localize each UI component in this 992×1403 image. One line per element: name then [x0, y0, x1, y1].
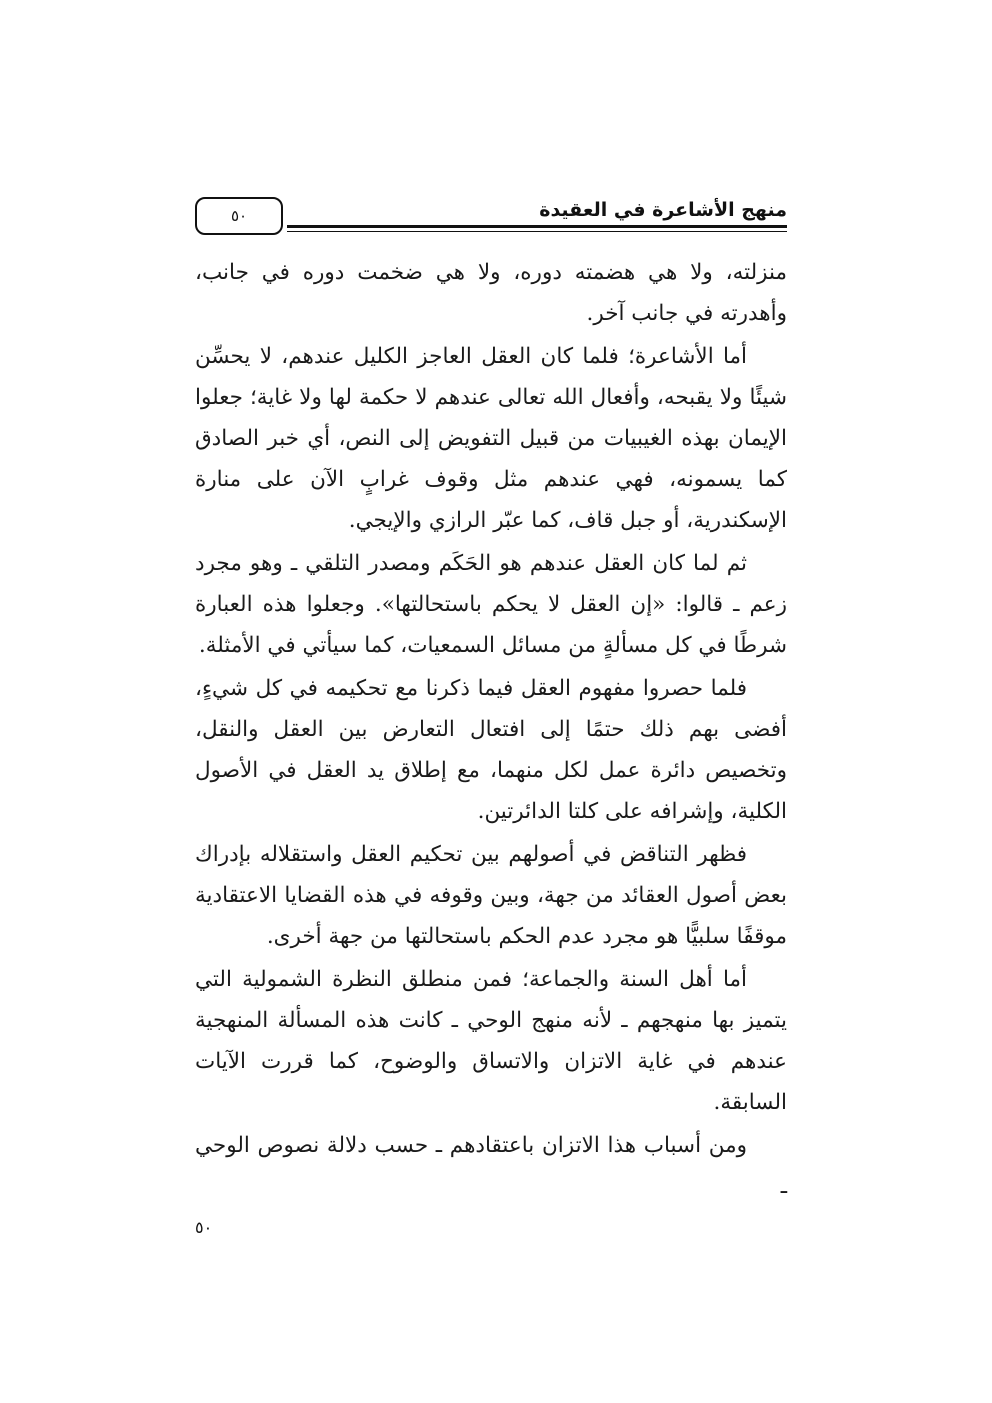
- page-header: [195, 195, 787, 241]
- header-rule-thin: [287, 231, 787, 232]
- paragraph: ثم لما كان العقل عندهم هو الحَكَم ومصدر التلقي ـ وهو مجرد زعم ـ قالوا: «إن العقل لا يحكم باستحالتها». وجعلوا هذه العبارة شرطًا في كل مسألةٍ من مسائل السمعيات، كما سيأتي في الأمثلة.: [195, 551, 787, 658]
- header-page-number: ٥٠: [195, 197, 283, 235]
- footer-page-number: ٥٠: [195, 1218, 213, 1237]
- paragraph: فظهر التناقض في أصولهم بين تحكيم العقل واستقلاله بإدراك بعض أصول العقائد من جهة، وبين وقوفه في هذه القضايا الاعتقادية موقفًا سلبيًّا هو مجرد عدم الحكم باستحالتها من جهة أخرى.: [195, 842, 787, 949]
- header-rule-thick: [287, 225, 787, 228]
- paragraph: أما أهل السنة والجماعة؛ فمن منطلق النظرة الشمولية التي يتميز بها منهجهم ـ لأنه منهج الوحي ـ كانت هذه المسألة المنهجية عندهم في غاية الاتزان والاتساق والوضوح، كما قررت الآيات السابقة.: [195, 967, 787, 1115]
- paragraph: فلما حصروا مفهوم العقل فيما ذكرنا مع تحكيمه في كل شيءٍ، أفضى بهم ذلك حتمًا إلى افتعال التعارض بين العقل والنقل، وتخصيص دائرة عمل لكل منهما، مع إطلاق يد العقل في الأصول الكلية، وإشرافه على كلتا الدائرتين.: [195, 676, 787, 824]
- running-title: منهج الأشاعرة في العقيدة: [539, 199, 787, 221]
- paragraph: أما الأشاعرة؛ فلما كان العقل العاجز الكليل عندهم، لا يحسِّن شيئًا ولا يقبحه، وأفعال الله تعالى عندهم لا حكمة لها ولا غاية؛ جعلوا الإيمان بهذه الغيبيات من قبيل التفويض إلى النص، أي خبر الصادق كما يسمونه، فهي عندهم مثل وقوف غرابٍ الآن على منارة الإسكندرية، أو جبل قاف، كما عبّر الرازي والإيجي.: [195, 344, 787, 533]
- page-body: [195, 252, 787, 1209]
- paragraph: ومن أسباب هذا الاتزان باعتقادهم ـ حسب دلالة نصوص الوحي ـ: [195, 1133, 787, 1199]
- paragraph: منزلته، ولا هي هضمته دوره، ولا هي ضخمت دوره في جانب، وأهدرته في جانب آخر.: [195, 260, 787, 326]
